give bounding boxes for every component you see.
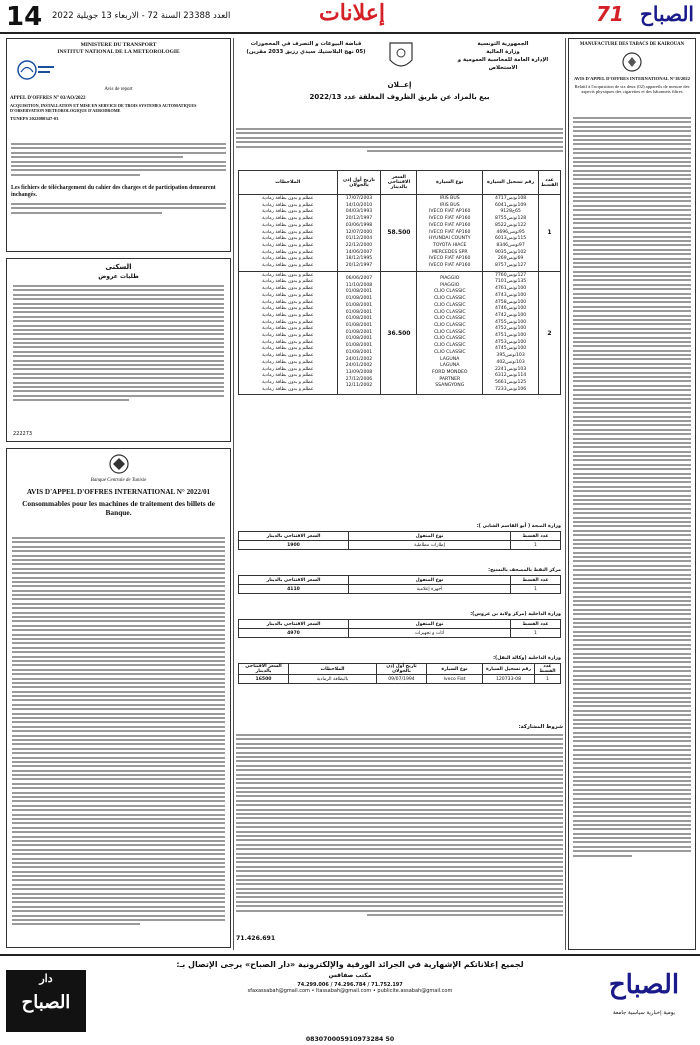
left-column: [6, 38, 231, 950]
cell-line: 103تونس402: [496, 359, 525, 365]
remark-line: عطلم و بدون بطاقة رمادية: [262, 306, 314, 312]
intro-text: [236, 128, 563, 154]
lot-number: 2: [539, 271, 561, 395]
remark-line: عطلم و بدون بطاقة رمادية: [262, 319, 314, 325]
cell-line: 24/01/2002: [345, 356, 373, 362]
tabacs-name: MANUFACTURE DES TABACS DE KAIROUAN: [579, 42, 685, 47]
sub-type: أجهزة إعلامية: [349, 585, 511, 594]
remark-line: عطلم و بدون بطاقة رمادية: [262, 339, 314, 345]
remark-line: عطلم و بدون بطاقة رمادية: [262, 216, 314, 222]
cell-line: 100تونس4755: [494, 319, 527, 325]
remark-line: عطلم و بدون بطاقة رمادية: [262, 386, 314, 392]
cell-line: 20/12/1997: [345, 216, 373, 222]
remark-line: عطلم و بدون بطاقة رمادية: [262, 366, 314, 372]
remark-line: عطلم و بدون بطاقة رمادية: [262, 279, 314, 285]
cell-line: 01/08/2001: [345, 302, 373, 308]
housing-ad: [6, 258, 231, 442]
cell-line: 24/01/2002: [345, 363, 373, 369]
sub-col-price: السعر الافتتاحي بالدينار: [239, 532, 349, 541]
remark-line: عطلم و بدون بطاقة رمادية: [262, 249, 314, 255]
header-right: [443, 40, 563, 72]
housing-code: 222273: [13, 431, 33, 437]
footer-emails: sfaxassabah@gmail.com • ltassabah@gmail.com • publicite.assabah@gmail.com: [247, 988, 453, 995]
cell-line: 135تونس7101: [494, 279, 527, 285]
cell-line: CLIO CLASSIC: [433, 329, 466, 335]
table-row: [239, 271, 561, 395]
meteo-institute: INSTITUT NATIONAL DE LA METEOROLOGIE: [57, 49, 180, 55]
meteo-avis: Avis de report: [104, 87, 133, 92]
cell-line: 12/11/2002: [345, 383, 373, 389]
housing-subtitle: طلبات عروض: [98, 273, 139, 280]
sub-col-price: السعر الافتتاحي بالدينار: [239, 664, 289, 675]
header-left: [236, 40, 376, 56]
cell-line: 100تونس4761: [494, 286, 527, 292]
remark-line: عطلم و بدون بطاقة رمادية: [262, 326, 314, 332]
cell-line: HYUNDAI COUNTY: [428, 236, 471, 242]
conditions: [236, 724, 563, 731]
cell-line: IVECO FIAT AP160: [429, 256, 471, 262]
column-divider: [565, 38, 566, 950]
inm-logo: [16, 59, 56, 81]
auction-header: [236, 38, 563, 78]
tabacs-ad: [568, 38, 696, 950]
cell-line: IVECO FIAT AP160: [429, 209, 471, 215]
cell-line: 95تونس4696: [496, 229, 525, 235]
cell-line: CLIO CLASSIC: [433, 349, 466, 355]
cell-line: 11/10/2008: [345, 282, 373, 288]
remark-line: عطلم و بدون بطاقة رمادية: [262, 373, 314, 379]
footer-phones: 71.752.197 / 74.296.784 / 74.299.006: [297, 982, 403, 988]
lot2-dates: [337, 271, 381, 395]
cell-line: 18/12/1995: [345, 256, 373, 262]
lots-table: [238, 170, 561, 395]
cell-line: 100تونس4752: [494, 326, 527, 332]
sub-lot: 1: [535, 675, 561, 684]
masthead: [0, 0, 700, 34]
meteo-tuneps: TUNEPS 2022080347‑03: [10, 116, 59, 121]
tabacs-object: Relatif à l'acquisition de six deux (02) appareils de mesure des aspects physiques des cigarettes et des bâtonnets filtres: [574, 83, 690, 95]
cell-line: 102تونس9035: [494, 249, 527, 255]
middle-column: [236, 38, 563, 950]
cell-line: CLIO CLASSIC: [433, 296, 466, 302]
cell-line: CLIO CLASSIC: [433, 316, 466, 322]
cell-line: 01/08/2001: [345, 316, 373, 322]
remark-line: عطلم و بدون بطاقة رمادية: [262, 222, 314, 228]
meteo-ministry: MINISTERE DU TRANSPORT: [80, 42, 157, 48]
cell-line: 01/08/2001: [345, 323, 373, 328]
cell-line: 125تونس5661: [494, 379, 527, 385]
sub-lot: 1: [511, 629, 561, 638]
cell-line: 109تونس6041: [494, 202, 527, 208]
footer: [0, 954, 700, 1045]
footer-office: مكتب صفاقس: [328, 972, 372, 979]
lot2-remarks: [239, 271, 338, 395]
column-divider: [233, 38, 234, 950]
cell-line: IVECO FIAT AP160: [429, 263, 471, 269]
health-lot: [238, 524, 561, 550]
cell-line: 22/12/2000: [345, 242, 373, 248]
cell-line: 69تونس269: [497, 256, 524, 262]
tabacs-body-text: [573, 117, 691, 859]
cell-line: 115تونس6013: [494, 236, 527, 242]
header-republic: الجمهورية التونسية: [477, 41, 529, 47]
cell-line: 14/06/2007: [345, 249, 373, 255]
assabah-logo-name: الصباح: [608, 970, 680, 1000]
bct-subheading: Consommables pour les machines de traitement des billets de Banque.: [22, 499, 215, 517]
sub-plate: 08‑120733: [483, 675, 535, 684]
sub-price: 4110: [239, 585, 349, 594]
transport-lot: [238, 656, 561, 684]
header-ministry: وزارة المالية: [486, 49, 520, 55]
remark-line: عطلم و بدون بطاقة رمادية: [262, 202, 314, 208]
sub-col-lot: عدد القسط: [511, 620, 561, 629]
cell-line: LAGUNA: [440, 356, 460, 362]
col-model: نوع السيارة: [417, 171, 483, 195]
lot-price: 58.500: [381, 195, 417, 272]
cell-line: 20/12/1997: [345, 263, 373, 269]
remark-line: عطلم و بدون بطاقة رمادية: [262, 242, 314, 248]
sub-col-date: تاريخ أول إذن بالجولان: [377, 664, 427, 675]
cell-line: 65ج9128: [500, 209, 521, 215]
header-address: (05 نهج البلاستيك سيدي رزيق 2033 مقرين): [246, 49, 366, 55]
republic-emblem-icon: [386, 40, 416, 74]
cell-line: 17/07/2003: [345, 196, 373, 201]
footer-account: 083070005910973284 50: [305, 1036, 395, 1043]
cell-line: 100تونس4745: [494, 346, 527, 352]
lot1-dates: [337, 195, 381, 272]
page-number: 14: [6, 2, 43, 32]
sub-col-remarks: الملاحظات: [289, 664, 377, 675]
remark-line: عطلم و بدون بطاقة رمادية: [262, 333, 314, 339]
cell-line: 13/09/2008: [345, 369, 373, 375]
housing-title: السكنى: [105, 263, 132, 271]
remark-line: عطلم و بدون بطاقة رمادية: [262, 229, 314, 235]
meteo-ref: APPEL D'OFFRES N° 03/AO/2022: [10, 96, 86, 101]
cell-line: PARTNER: [439, 376, 461, 382]
cell-line: CLIO CLASSIC: [433, 323, 466, 328]
bct-ad: [6, 448, 231, 948]
cell-line: 100تونس4743: [494, 292, 527, 298]
lot-number: 1: [539, 195, 561, 272]
bct-logo: [89, 453, 149, 477]
remark-line: عطلم و بدون بطاقة رمادية: [262, 236, 314, 242]
right-column: [568, 38, 696, 950]
remark-line: عطلم و بدون بطاقة رمادية: [262, 256, 314, 262]
cell-line: 127تونس7760: [494, 272, 527, 278]
notice-title: إعــلان: [387, 80, 412, 89]
sub-price: 16500: [239, 675, 289, 684]
sub-lot: 1: [511, 585, 561, 594]
sub-model: Iveco Fiat: [427, 675, 483, 684]
footer-contacts: [110, 982, 590, 995]
remark-line: عطلم و بدون بطاقة رمادية: [262, 379, 314, 385]
cell-line: 01/08/2001: [345, 296, 373, 302]
table-row: [239, 541, 561, 550]
sub-col-type: نوع المنقول: [349, 532, 511, 541]
col-lot: عدد القسط: [539, 171, 561, 195]
transport-caption: وزارة الداخلية (وكالة النقل):: [493, 656, 561, 661]
dar-logo-name: الصباح: [21, 992, 71, 1013]
cell-line: 114تونس6312: [494, 373, 527, 379]
conditions-title: شروط المشاركة:: [518, 724, 563, 730]
cell-line: 12/07/2000: [345, 229, 373, 235]
sub-col-lot: عدد القسط: [535, 664, 561, 675]
phone-number: 71.426.691: [236, 935, 276, 942]
lot1-plates: [483, 195, 539, 272]
assabah-logo: [594, 970, 694, 1032]
cell-line: TOYOTA HIACE: [433, 242, 467, 248]
sub-col-model: نوع السيارة: [427, 664, 483, 675]
cell-line: IVECO FIAT AP160: [429, 216, 471, 222]
cell-line: 100تونس4758: [494, 299, 527, 305]
dar-logo-top: دار: [39, 972, 53, 985]
cell-line: 01/08/2001: [345, 309, 373, 315]
cell-line: PIAGGIO: [440, 282, 460, 288]
meteo-ad: [6, 38, 231, 252]
sub-remarks: بالبطاقة الرمادية: [289, 675, 377, 684]
lot2-models: [417, 271, 483, 395]
cell-line: 128تونس8755: [494, 216, 527, 222]
table-row: [239, 585, 561, 594]
assabah-tagline: يومية إخبارية سياسية جامعة: [612, 1010, 676, 1016]
cell-line: 97تونس8346: [496, 242, 525, 248]
sub-col-lot: عدد القسط: [511, 532, 561, 541]
table-row: [239, 629, 561, 638]
cell-line: CLIO CLASSIC: [433, 289, 466, 295]
cell-line: 103تونس395: [496, 353, 525, 359]
col-price: السعر الافتتاحي بالدينار: [381, 171, 417, 195]
sub-type: أثاث و تجهيزات: [349, 629, 511, 638]
sub-price: 1900: [239, 541, 349, 550]
cell-line: CLIO CLASSIC: [433, 336, 466, 342]
lot-price: 36.500: [381, 271, 417, 395]
center-caption: مركز النقط بالمصحف بالنسيج:: [488, 568, 561, 573]
cell-line: SSANGYONG: [435, 383, 465, 389]
cell-line: 01/12/2004: [345, 236, 373, 242]
conditions-phone: [236, 934, 563, 942]
cell-line: 01/08/2001: [345, 329, 373, 335]
housing-body-text: [13, 285, 224, 404]
cell-line: 100تونس4746: [494, 306, 527, 312]
sub-price: 4970: [239, 629, 349, 638]
remark-line: عطلم و بدون بطاقة رمادية: [262, 286, 314, 292]
header-directorate: الإدارة العامة للمحاسبة العمومية و الاستخلاص: [457, 57, 549, 71]
section-title: إعلانات: [319, 0, 385, 26]
cell-line: 01/08/2001: [345, 343, 373, 349]
sub-col-plate: رقم تسجيل السيارة: [483, 664, 535, 675]
cell-line: IRIS BUS: [439, 202, 460, 208]
remark-line: عطلم و بدون بطاقة رمادية: [262, 312, 314, 318]
cell-line: CLIO CLASSIC: [433, 302, 466, 308]
cell-line: LAGUNA: [440, 363, 460, 369]
cell-line: 108تونس4717: [494, 196, 527, 201]
bct-name: Banque Centrale de Tunisie: [90, 478, 147, 483]
lot1-remarks: [239, 195, 338, 272]
cell-line: FORD MONDEO: [432, 369, 468, 375]
cell-line: 01/08/2001: [345, 349, 373, 355]
meteo-report-note: Les fichiers de téléchargement du cahier des charges et de participation demeurent inchangés.: [11, 185, 216, 198]
logo-number: 71: [596, 2, 624, 26]
health-caption: وزارة الصحة ( أبو القاسم الشابي ):: [476, 524, 561, 529]
remark-line: عطلم و بدون بطاقة رمادية: [262, 299, 314, 305]
table-row: [239, 675, 561, 684]
cell-line: 100تونس4742: [494, 312, 527, 318]
issue-line: العدد 23388 السنة 72 - الاربعاء 13 جويلية 2022: [52, 11, 231, 21]
lot2-plates: [483, 271, 539, 395]
interior-lot: [238, 612, 561, 638]
bct-heading: AVIS D'APPEL D'OFFRES INTERNATIONAL N° 2022/01: [26, 488, 211, 496]
lot1-models: [417, 195, 483, 272]
newspaper-logo: [596, 2, 694, 32]
remark-line: عطلم و بدون بطاقة رمادية: [262, 272, 314, 278]
cell-line: 100تونس4753: [494, 339, 527, 345]
remark-line: عطلم و بدون بطاقة رمادية: [262, 353, 314, 359]
cell-line: 127تونس8757: [494, 263, 527, 269]
interior-caption: وزارة الداخلية (مركز ولاية بن عروس):: [470, 612, 561, 617]
cell-line: 122تونس8522: [494, 222, 527, 228]
sub-lot: 1: [511, 541, 561, 550]
cell-line: IRIS BUS: [439, 196, 460, 201]
center-lot: [238, 568, 561, 594]
cell-line: CLIO CLASSIC: [433, 343, 466, 349]
notice-subtitle: بيع بالمزاد عن طريق الظروف المغلقة عدد 2022/13: [309, 93, 490, 101]
sub-type: إطارات مطاطية: [349, 541, 511, 550]
remark-line: عطلم و بدون بطاقة رمادية: [262, 196, 314, 201]
cell-line: IVECO FIAT AP160: [429, 229, 471, 235]
remark-line: عطلم و بدون بطاقة رمادية: [262, 263, 314, 269]
remark-line: عطلم و بدون بطاقة رمادية: [262, 359, 314, 365]
auction-notice: [236, 80, 563, 101]
cell-line: 01/08/2001: [345, 289, 373, 295]
meteo-footer-text: [11, 203, 226, 216]
cell-line: IVECO FIAT AP160: [429, 222, 471, 228]
cell-line: 100تونس4751: [494, 333, 527, 339]
sub-col-price: السعر الافتتاحي بالدينار: [239, 576, 349, 585]
col-date: تاريخ أول إذن بالجولان: [337, 171, 381, 195]
sub-col-type: نوع المنقول: [349, 576, 511, 585]
dar-assabah-logo: [6, 970, 86, 1032]
sub-col-type: نوع المنقول: [349, 620, 511, 629]
cell-line: 03/06/1998: [345, 222, 373, 228]
cell-line: CLIO CLASSIC: [433, 309, 466, 315]
tabacs-logo: [621, 51, 643, 73]
remark-line: عطلم و بدون بطاقة رمادية: [262, 292, 314, 298]
sub-col-lot: عدد القسط: [511, 576, 561, 585]
cell-line: 27/12/2006: [345, 376, 373, 382]
cell-line: 01/08/2001: [345, 336, 373, 342]
cell-line: MERCEDES SPR: [431, 249, 468, 255]
table-row: [239, 195, 561, 272]
conditions-text: [236, 734, 563, 918]
cell-line: 06/06/2007: [345, 276, 373, 282]
remark-line: عطلم و بدون بطاقة رمادية: [262, 209, 314, 215]
cell-line: 106تونس7233: [494, 386, 527, 392]
col-plate: رقم تسجيل السيارة: [483, 171, 539, 195]
sub-date: 09/07/1994: [377, 675, 427, 684]
logo-name: الصباح: [639, 2, 694, 26]
cell-line: 14/10/2010: [345, 202, 373, 208]
header-office: قباضة البيوعات و التصرف في المحجوزات: [250, 41, 362, 47]
meteo-body-text: [11, 143, 226, 178]
col-remarks: الملاحظات: [239, 171, 338, 195]
meteo-object: ACQUISITION, INSTALLATION ET MISE EN SERVICE DE TROIS SYSTEMES AUTOMATIQUES D'OBSERVATION METEOROLOGIQUE D'AERODROME: [10, 103, 197, 113]
sub-col-price: السعر الافتتاحي بالدينار: [239, 620, 349, 629]
bct-body-text: [12, 537, 225, 928]
remark-line: عطلم و بدون بطاقة رمادية: [262, 346, 314, 352]
cell-line: 103تونس2241: [494, 366, 527, 372]
footer-heading: لجميع إعلاناتكم الإشهارية في الجرائد الورقية والإلكترونية «دار الصباح» يرجى الإتصال بـ:: [176, 960, 524, 969]
tabacs-ref: AVIS D'APPEL D'OFFRES INTERNATIONAL N°18/2022: [573, 76, 691, 81]
cell-line: PIAGGIO: [440, 276, 460, 282]
cell-line: 04/03/1993: [345, 209, 373, 215]
